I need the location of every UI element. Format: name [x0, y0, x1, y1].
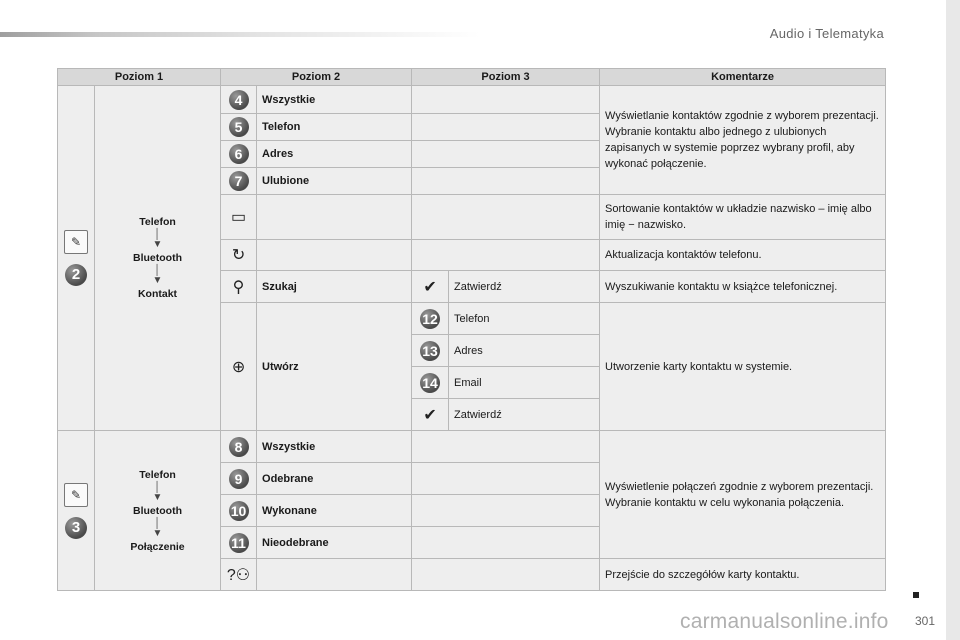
level1-path-cell: [95, 431, 221, 591]
level2-address: Adres: [257, 141, 412, 168]
level3-confirm: Zatwierdź: [449, 399, 600, 431]
arrow-down-icon: │ ▼: [152, 229, 163, 250]
level2-all: Wszystkie: [257, 431, 412, 463]
level2-missed: Nieodebrane: [257, 527, 412, 559]
level3-empty: [412, 431, 600, 463]
col-header-comments: Komentarze: [600, 69, 886, 86]
level2-search: Szukaj: [257, 271, 412, 303]
path-bluetooth: Bluetooth: [133, 504, 182, 517]
comment-sort: Sortowanie kontaktów w układzie nazwisko – imię albo imię − nazwisko.: [600, 195, 886, 240]
comment-calls: [600, 431, 886, 559]
pen-icon: ✎: [64, 483, 88, 507]
icon-cell: [221, 271, 257, 303]
level3-confirm: Zatwierdź: [449, 271, 600, 303]
path-kontakt: Kontakt: [137, 288, 178, 300]
path-telefon: Telefon: [139, 468, 176, 481]
level2-empty: [257, 195, 412, 240]
step-badge: 8: [229, 437, 249, 457]
badge-cell: [221, 463, 257, 495]
header-gradient-bar: [0, 32, 480, 37]
comment-search: Wyszukiwanie kontaktu w książce telefonicznej.: [600, 271, 886, 303]
refresh-icon: ↻: [231, 247, 246, 264]
badge-cell: [412, 335, 449, 367]
comment-refresh: Aktualizacja kontaktów telefonu.: [600, 240, 886, 271]
table-header-row: [58, 69, 886, 86]
level1-icon-cell: [58, 431, 95, 591]
menu-table: [57, 68, 886, 591]
step-badge: 12: [420, 309, 440, 329]
step-badge: 13: [420, 341, 440, 361]
level2-empty: [257, 240, 412, 271]
step-badge: 5: [229, 117, 249, 137]
badge-cell: [221, 495, 257, 527]
badge-cell: [221, 431, 257, 463]
step-badge: 6: [229, 144, 249, 164]
comment-contacts: [600, 86, 886, 195]
contact-detail-icon: ?⚇: [226, 566, 251, 584]
level3-empty: [412, 240, 600, 271]
badge-cell: [412, 303, 449, 335]
comment-line: Wyświetlanie kontaktów zgodnie z wyborem prezentacji.: [605, 110, 879, 122]
step-badge: 7: [229, 171, 249, 191]
table-row: [58, 86, 886, 114]
badge-cell: [221, 114, 257, 141]
col-header-level2: Poziom 2: [221, 69, 412, 86]
level3-phone: Telefon: [449, 303, 600, 335]
level2-create: Utwórz: [257, 303, 412, 431]
arrow-down-icon: │ ▼: [152, 265, 163, 286]
page-number: 301: [915, 614, 936, 628]
level2-favorites: Ulubione: [257, 168, 412, 195]
level3-empty: [412, 141, 600, 168]
col-header-level1: Poziom 1: [58, 69, 221, 86]
table-row: [58, 431, 886, 463]
icon-cell: [221, 240, 257, 271]
comment-line: Wybranie kontaktu albo jednego z ulubionych zapisanych w systemie poprzez wybrany profil, aby wykonać połączenie.: [605, 126, 855, 170]
badge-cell: [221, 141, 257, 168]
comment-line: Wybranie kontaktu w celu wykonania połączenia.: [605, 496, 845, 509]
step-badge: 14: [420, 373, 440, 393]
page-marker: [913, 592, 919, 598]
level3-address: Adres: [449, 335, 600, 367]
add-circle-icon: ⊕: [231, 358, 246, 376]
level2-all: Wszystkie: [257, 86, 412, 114]
level2-phone: Telefon: [257, 114, 412, 141]
level3-empty: [412, 463, 600, 495]
level3-empty: [412, 168, 600, 195]
icon-cell: [221, 195, 257, 240]
step-badge: 10: [229, 501, 249, 521]
comment-line: Wyświetlenie połączeń zgodnie z wyborem prezentacji.: [605, 480, 874, 493]
level3-email: Email: [449, 367, 600, 399]
step-badge: 9: [229, 469, 249, 489]
sort-contact-card-icon: ▭: [230, 209, 247, 226]
step-badge: 4: [229, 90, 249, 110]
icon-cell: [221, 559, 257, 591]
level2-dialed: Wykonane: [257, 495, 412, 527]
comment-create: Utworzenie karty kontaktu w systemie.: [600, 303, 886, 431]
pen-icon: ✎: [64, 230, 88, 254]
level3-empty: [412, 559, 600, 591]
section-title: Audio i Telematyka: [769, 26, 884, 41]
checkmark-icon: ✔: [423, 406, 437, 424]
badge-cell: [221, 168, 257, 195]
level2-received: Odebrane: [257, 463, 412, 495]
step-badge: 11: [229, 533, 249, 553]
badge-cell: [221, 527, 257, 559]
level3-empty: [412, 86, 600, 114]
badge-cell: [412, 367, 449, 399]
page-edge-strip: [946, 0, 960, 640]
level1-path-cell: [95, 86, 221, 431]
path-telefon: Telefon: [139, 216, 176, 228]
path-polaczenie: Połączenie: [130, 540, 185, 553]
checkmark-icon: ✔: [423, 278, 437, 296]
level1-badge: 2: [65, 264, 87, 286]
arrow-down-icon: │ ▼: [152, 517, 163, 539]
arrow-down-icon: │ ▼: [152, 481, 163, 503]
level1-badge: 3: [65, 517, 87, 539]
search-icon: ⚲: [232, 278, 245, 296]
level3-empty: [412, 114, 600, 141]
level3-empty: [412, 195, 600, 240]
level3-empty: [412, 495, 600, 527]
path-bluetooth: Bluetooth: [133, 252, 182, 264]
badge-cell: [221, 86, 257, 114]
level3-empty: [412, 527, 600, 559]
col-header-level3: Poziom 3: [412, 69, 600, 86]
level1-icon-cell: [58, 86, 95, 431]
comment-detail: Przejście do szczegółów karty kontaktu.: [600, 559, 886, 591]
icon-cell: [221, 303, 257, 431]
icon-cell: [412, 399, 449, 431]
icon-cell: [412, 271, 449, 303]
level2-empty: [257, 559, 412, 591]
watermark-text: carmanualsonline.info: [680, 610, 889, 633]
